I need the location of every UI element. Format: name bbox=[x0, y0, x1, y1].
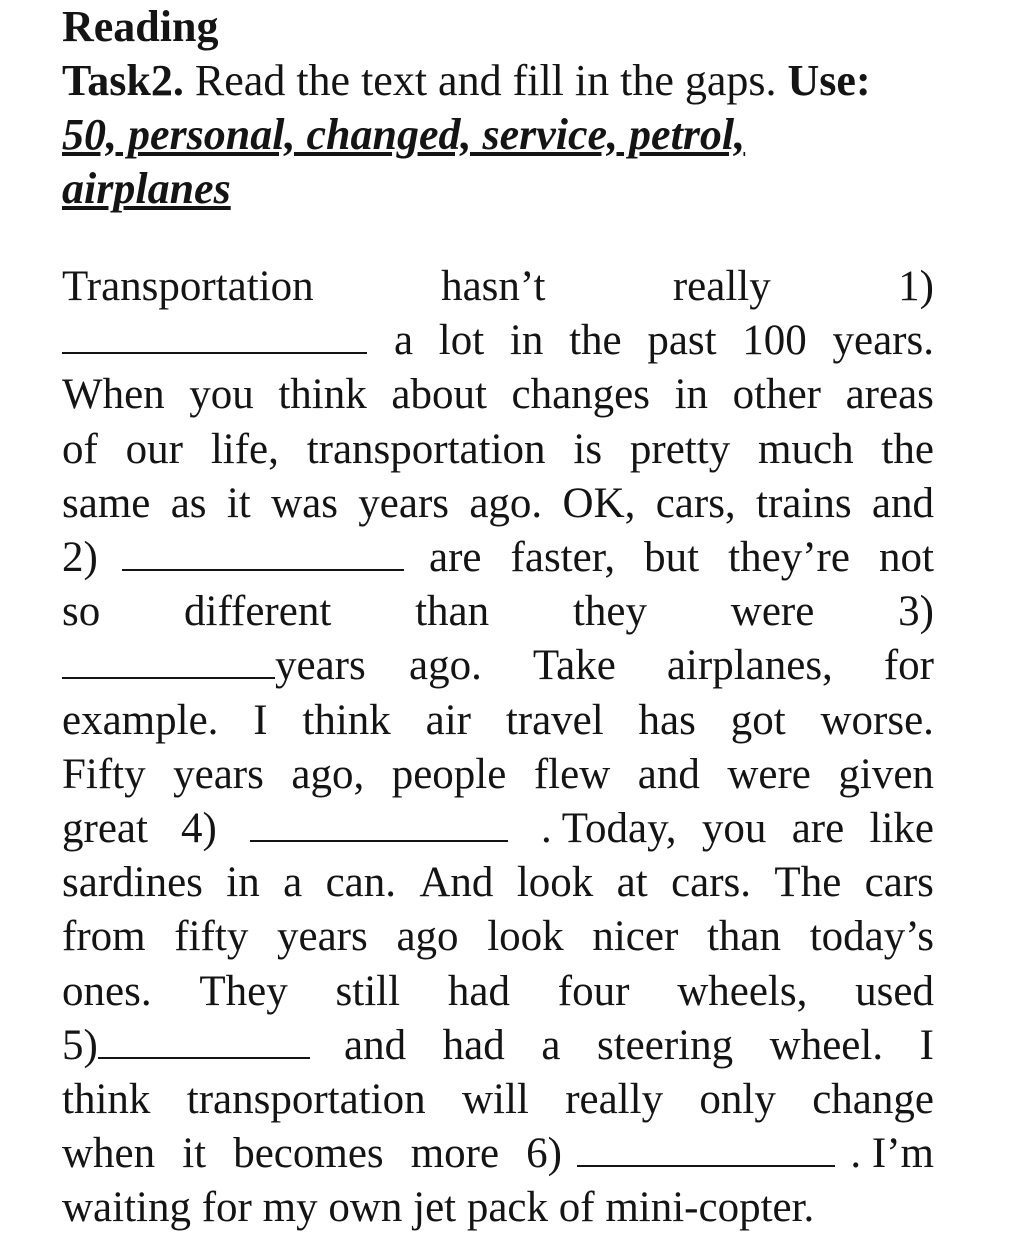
text-word: years. bbox=[832, 317, 934, 365]
text-line-11 bbox=[62, 802, 934, 856]
gap-1-blank[interactable] bbox=[62, 314, 367, 354]
task-label: Task2. bbox=[62, 56, 184, 105]
text-word: used bbox=[855, 967, 934, 1015]
gap-5-number: 5) bbox=[62, 1021, 98, 1069]
text-line-4 bbox=[62, 423, 934, 477]
text-word: and bbox=[637, 750, 700, 798]
text-word: than bbox=[415, 588, 490, 636]
text-line-8-words bbox=[409, 639, 934, 693]
text-word: sardines bbox=[62, 859, 203, 907]
text-word: you bbox=[701, 805, 767, 853]
text-word: a bbox=[541, 1021, 561, 1069]
text-word: look bbox=[516, 859, 594, 907]
text-word: look bbox=[487, 913, 564, 961]
text-word: in bbox=[674, 371, 709, 419]
text-word: 3) bbox=[898, 588, 934, 636]
text-word: has bbox=[638, 696, 696, 744]
text-line-11-first: great bbox=[62, 805, 148, 853]
text-word: four bbox=[557, 967, 630, 1015]
task-instruction bbox=[62, 54, 934, 108]
text-line-16 bbox=[62, 1073, 934, 1127]
text-word: transportation bbox=[306, 425, 546, 473]
text-word: from bbox=[62, 913, 146, 961]
text-word: ago, bbox=[291, 750, 365, 798]
text-word: And bbox=[419, 859, 494, 907]
text-line-7 bbox=[62, 585, 934, 639]
text-line-2-words bbox=[394, 314, 934, 368]
text-word: OK, bbox=[562, 479, 636, 527]
word-bank-line-1: 50, personal, changed, service, petrol, bbox=[62, 110, 746, 159]
text-word: and bbox=[344, 1021, 407, 1069]
text-word: it bbox=[182, 1130, 207, 1178]
text-word: 100 bbox=[742, 317, 807, 365]
text-word: Fifty bbox=[62, 750, 146, 798]
text-word: faster, bbox=[510, 534, 616, 582]
gap-2-blank[interactable] bbox=[122, 531, 404, 571]
text-word: so bbox=[62, 588, 101, 636]
text-line-1 bbox=[62, 260, 934, 314]
text-line-14 bbox=[62, 965, 934, 1019]
text-word: really bbox=[565, 1076, 664, 1124]
word-bank-line-2: airplanes bbox=[62, 164, 231, 213]
text-line-6 bbox=[62, 531, 934, 585]
text-word: 1) bbox=[898, 263, 934, 310]
gap-5-blank[interactable] bbox=[98, 1019, 310, 1059]
text-word: ago bbox=[396, 913, 459, 961]
text-word: ago. bbox=[469, 479, 543, 527]
text-line-15 bbox=[62, 1019, 934, 1073]
text-word: when bbox=[62, 1130, 156, 1178]
text-word: Transportation bbox=[62, 263, 314, 310]
text-word: cars. bbox=[671, 859, 752, 907]
text-word: worse. bbox=[820, 696, 934, 744]
use-label: Use: bbox=[787, 56, 871, 105]
text-word: more bbox=[410, 1130, 500, 1178]
text-word: given bbox=[838, 750, 934, 798]
text-word: in bbox=[226, 859, 260, 907]
text-word: much bbox=[758, 425, 854, 473]
text-word: you bbox=[189, 371, 254, 419]
text-word: can. bbox=[325, 859, 396, 907]
text-word: cars, bbox=[655, 479, 736, 527]
text-line-18: waiting for my own jet pack of mini-copter. bbox=[62, 1184, 815, 1232]
text-word: had bbox=[442, 1021, 505, 1069]
text-word: wheels, bbox=[677, 967, 808, 1015]
text-word: areas bbox=[845, 371, 934, 419]
text-word: They bbox=[199, 967, 288, 1015]
text-word: cars bbox=[864, 859, 934, 907]
text-word: think bbox=[278, 371, 367, 419]
text-line-9 bbox=[62, 694, 934, 748]
text-word: for bbox=[883, 642, 934, 690]
text-word: our bbox=[125, 425, 183, 473]
gap-6-blank[interactable] bbox=[577, 1127, 835, 1167]
text-word: I bbox=[919, 1021, 934, 1069]
text-word: fifty bbox=[174, 913, 249, 961]
text-word: change bbox=[812, 1076, 934, 1124]
text-word: hasn’t bbox=[441, 263, 546, 310]
text-word: transportation bbox=[186, 1076, 426, 1124]
text-line-17-words bbox=[62, 1127, 562, 1181]
task-instruction-text: Read the text and fill in the gaps. bbox=[194, 56, 777, 105]
text-word: other bbox=[732, 371, 821, 419]
text-word: the bbox=[881, 425, 934, 473]
text-word: but bbox=[644, 534, 700, 582]
text-word: pretty bbox=[629, 425, 731, 473]
text-word: about bbox=[391, 371, 487, 419]
text-line-17 bbox=[62, 1127, 934, 1181]
text-word: really bbox=[672, 263, 771, 310]
text-word: different bbox=[184, 588, 332, 636]
gap-3-blank[interactable] bbox=[62, 639, 275, 679]
text-word: example. bbox=[62, 696, 219, 744]
text-word: in bbox=[509, 317, 544, 365]
reading-text bbox=[62, 260, 934, 1236]
text-line-15-words bbox=[344, 1019, 934, 1073]
text-word: is bbox=[573, 425, 603, 473]
text-word: at bbox=[616, 859, 648, 907]
text-word: The bbox=[774, 859, 842, 907]
text-word: ago. bbox=[409, 642, 482, 690]
gap-4-blank[interactable] bbox=[250, 802, 508, 842]
text-word: steering bbox=[596, 1021, 734, 1069]
text-word: trains bbox=[756, 479, 852, 527]
text-word: they bbox=[572, 588, 647, 636]
text-word: had bbox=[447, 967, 510, 1015]
text-line-11-words bbox=[541, 802, 934, 856]
text-word: lot bbox=[438, 317, 485, 365]
text-word: it bbox=[226, 479, 251, 527]
text-word: only bbox=[699, 1076, 776, 1124]
text-word: . Today, bbox=[541, 805, 677, 853]
text-word: life, bbox=[210, 425, 279, 473]
text-word: than bbox=[706, 913, 782, 961]
text-word: changes bbox=[511, 371, 650, 419]
gap-5-group bbox=[62, 1019, 310, 1073]
text-word: travel bbox=[505, 696, 604, 744]
text-word: think bbox=[62, 1076, 151, 1124]
text-word: were bbox=[727, 750, 811, 798]
text-word: of bbox=[62, 425, 98, 473]
text-word: ones. bbox=[62, 967, 152, 1015]
text-word: and bbox=[871, 479, 934, 527]
gap-4-number: 4) bbox=[181, 805, 217, 853]
text-line-8 bbox=[62, 639, 934, 693]
text-word: will bbox=[461, 1076, 529, 1124]
text-word: today’s bbox=[809, 913, 934, 961]
text-word: airplanes, bbox=[666, 642, 833, 690]
text-word: a bbox=[283, 859, 303, 907]
text-word: years bbox=[173, 750, 264, 798]
text-word: are bbox=[428, 534, 482, 582]
text-word: years bbox=[358, 479, 450, 527]
text-line-10 bbox=[62, 748, 934, 802]
text-line-6-words bbox=[429, 531, 934, 585]
text-line-13 bbox=[62, 910, 934, 964]
text-line-8-first: years bbox=[275, 642, 366, 690]
text-word: Take bbox=[532, 642, 616, 690]
text-word: 6) bbox=[526, 1130, 562, 1178]
worksheet bbox=[62, 0, 934, 1236]
text-line-12 bbox=[62, 856, 934, 910]
text-word: past bbox=[647, 317, 717, 365]
text-line-17-end: . I’m bbox=[850, 1130, 934, 1178]
gap-3-group bbox=[62, 639, 366, 693]
text-word: I bbox=[253, 696, 268, 744]
text-word: nicer bbox=[592, 913, 679, 961]
text-word: as bbox=[170, 479, 207, 527]
text-word: air bbox=[425, 696, 471, 744]
text-line-5 bbox=[62, 477, 934, 531]
text-word: not bbox=[878, 534, 934, 582]
text-word: still bbox=[335, 967, 401, 1015]
text-word: they’re bbox=[728, 534, 850, 582]
text-line-3 bbox=[62, 368, 934, 422]
text-word: a bbox=[394, 317, 414, 365]
text-word: got bbox=[730, 696, 786, 744]
text-word: was bbox=[271, 479, 338, 527]
text-word: the bbox=[569, 317, 622, 365]
text-word: wheel. bbox=[769, 1021, 884, 1069]
text-word: When bbox=[62, 371, 165, 419]
text-word: were bbox=[730, 588, 815, 636]
text-word: same bbox=[62, 479, 151, 527]
text-line-2 bbox=[62, 314, 934, 368]
section-heading: Reading bbox=[62, 2, 219, 51]
text-word: becomes bbox=[233, 1130, 384, 1178]
gap-2-number: 2) bbox=[62, 534, 98, 582]
text-word: flew bbox=[533, 750, 611, 798]
text-word: people bbox=[391, 750, 507, 798]
text-word: like bbox=[869, 805, 934, 853]
text-word: think bbox=[302, 696, 391, 744]
text-word: years bbox=[277, 913, 368, 961]
text-word: are bbox=[791, 805, 845, 853]
